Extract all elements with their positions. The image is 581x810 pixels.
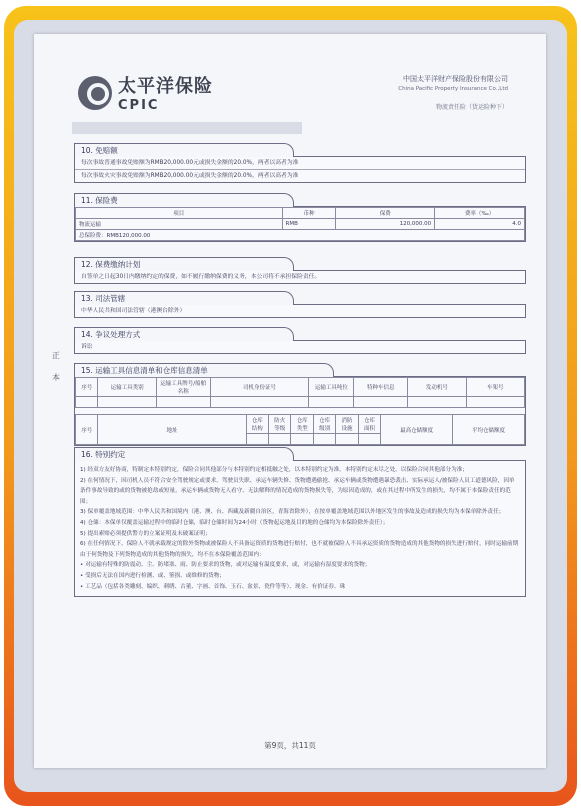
clause: 3) 保单覆盖地域范围：中华人民共和国境内（港、澳、台、西藏及新疆自治区，青海省除外），在按单覆盖地域范围以外地区发生的事故及造成的损失均为本保单除外责任； bbox=[80, 509, 505, 516]
clause: 4) 仓储：本保单仅覆盖运输过程中的临时仓储，临时仓储时间为24小时（货物起运地及目的地的仓储均为本保险除外责任）； bbox=[80, 519, 389, 526]
clause: 6) 在任何情况下，保险人不就承载规定的除外货物或被保险人不具备运资质的货物进行赔付，也不就被保险人不具承运资质的货物造成的其他货物的损失进行赔付，同时运输前期由于何货物及下列货物造成的其他货物的损失，均不在本保险覆盖范围内： bbox=[80, 541, 519, 558]
table-header: 运输工具吨位 bbox=[309, 378, 354, 397]
table-cell: 4.0 bbox=[435, 219, 525, 230]
logo-text-en: CPIC bbox=[118, 98, 160, 113]
section-body bbox=[74, 304, 526, 318]
section-jurisdiction bbox=[74, 290, 526, 318]
premium-table bbox=[75, 207, 525, 241]
table-header: 费率（‰） bbox=[435, 208, 525, 219]
table-header: 特种车信息 bbox=[354, 378, 408, 397]
redacted-stamp bbox=[72, 122, 302, 134]
table-cell: 120,000.00 bbox=[336, 219, 435, 230]
section-body bbox=[74, 340, 526, 354]
document-type: 物流责任险（货运险种下） bbox=[435, 104, 508, 111]
table-header: 防火等级 bbox=[269, 415, 291, 434]
section-title: 10. 免赔额 bbox=[74, 143, 294, 157]
table-header: 仓库结构 bbox=[246, 415, 268, 434]
table-header: 运输工具类别 bbox=[98, 378, 156, 397]
section-body bbox=[74, 376, 526, 446]
logo-text-cn: 太平洋保险 bbox=[118, 76, 213, 97]
document-page bbox=[34, 34, 546, 768]
company-name-cn: 中国太平洋财产保险股份有限公司 bbox=[403, 75, 508, 83]
table-header: 平均仓储额度 bbox=[453, 415, 525, 445]
table-header: 仓库类型 bbox=[291, 415, 313, 434]
section-body bbox=[74, 460, 526, 597]
table-header: 消防设施 bbox=[336, 415, 358, 434]
table-header: 序号 bbox=[76, 415, 98, 445]
page-number: 第9页，共11页 bbox=[264, 741, 316, 750]
text-line: 诉讼 bbox=[81, 344, 93, 350]
section-body bbox=[74, 206, 526, 242]
section-title: 15. 运输工具信息清单和仓库信息清单 bbox=[74, 363, 334, 377]
section-premium bbox=[74, 192, 526, 242]
company-info bbox=[398, 74, 508, 111]
section-vehicles bbox=[74, 362, 526, 446]
section-title: 16. 特别约定 bbox=[74, 447, 294, 461]
table-header: 发动机号 bbox=[408, 378, 466, 397]
section-deductible bbox=[74, 142, 526, 183]
section-special bbox=[74, 446, 526, 597]
clause: • 工艺品（包括各类雕刻、编织、刺绣、古董、字画、首饰、玉石、盆景、瓷件等等）、现金、有价证券、珠 bbox=[80, 583, 346, 590]
table-header: 币种 bbox=[282, 208, 336, 219]
section-body bbox=[74, 270, 526, 284]
clause: 2) 在何情况下，因司机人员不符合安全驾驶规定或要求、驾驶员失职、承运车辆失修、货物遭遇偷抢、承运车辆或货物遭遇暴恐袭击、实际承运人/被保险人员工道德风险，因单条件事故导致的或的货物被抢劫或短量，承运车辆或货物无人看守、无法解释的情况造成的货物损失等，为原因造成的，或在其过程中所发生的损失，均不属于本保险责任的范围； bbox=[80, 477, 515, 505]
text-line: 每次事故火灾事故免赔额为RMB20,000.00元或损失金额的20.0%，两者以高者为准 bbox=[81, 173, 299, 179]
table-row bbox=[76, 397, 525, 408]
table-header: 司机身份证号 bbox=[210, 378, 309, 397]
cpic-logo-icon bbox=[78, 76, 112, 110]
clause: 1) 经双方友好协商，特制定本特别约定，保险合同其他部分与本特别约定相抵触之处，以本特别约定为准。本特别约定未尽之处，以保险合同其他部分为准； bbox=[80, 467, 468, 473]
text-line: 自签单之日起30日内缴纳约定的保费，如不履行缴纳保费的义务，本公司将不承担保险责任。 bbox=[81, 274, 321, 280]
table-header: 项目 bbox=[76, 208, 283, 219]
section-title: 13. 司法管辖 bbox=[74, 291, 294, 305]
table-cell: 物流运输 bbox=[76, 219, 283, 230]
clause: • 对运输有特殊的防震动、尘、防堵塞、雨、防止要求的货物，或对运输有温度要求，或，对运输有湿度要求的货物； bbox=[80, 562, 371, 569]
table-header: 保费 bbox=[336, 208, 435, 219]
section-payment bbox=[74, 256, 526, 284]
table-header: 运输工具牌号/船舶名称 bbox=[156, 378, 210, 397]
company-name-en: China Pacific Property Insurance Co.,Ltd bbox=[398, 86, 508, 92]
company-logo bbox=[78, 72, 213, 113]
clause: • 受损后无法在国内进行检测、或、鉴损、或维修的货物； bbox=[80, 572, 225, 579]
clause: 5) 提出索赔必须提供警方的立案证明及未破案证明； bbox=[80, 530, 211, 537]
table-header: 地址 bbox=[98, 415, 246, 445]
table-row bbox=[76, 219, 525, 230]
table-cell: RMB bbox=[282, 219, 336, 230]
text-line: 中华人民共和国司法管辖（港澳台除外） bbox=[81, 308, 186, 314]
section-title: 12. 保费缴纳计划 bbox=[74, 257, 294, 271]
side-char-2: 本 bbox=[52, 373, 60, 382]
vehicle-table bbox=[75, 377, 525, 408]
text-line: 每次事故普通事故免赔额为RMB20,000.00元或损失金额的20.0%，两者以高者为准 bbox=[75, 157, 525, 170]
premium-total: 总保险费：RMB120,000.00 bbox=[76, 230, 525, 241]
warehouse-table bbox=[75, 414, 525, 445]
side-char-1: 正 bbox=[52, 351, 60, 360]
section-title: 11. 保险费 bbox=[74, 193, 294, 207]
table-header: 序号 bbox=[76, 378, 98, 397]
section-dispute bbox=[74, 326, 526, 354]
table-header: 车架号 bbox=[466, 378, 524, 397]
section-body bbox=[74, 156, 526, 183]
table-header: 仓库面积 bbox=[358, 415, 380, 434]
section-title: 14. 争议处理方式 bbox=[74, 327, 294, 341]
table-header: 最高仓储额度 bbox=[381, 415, 453, 445]
table-header: 仓库级别 bbox=[313, 415, 335, 434]
